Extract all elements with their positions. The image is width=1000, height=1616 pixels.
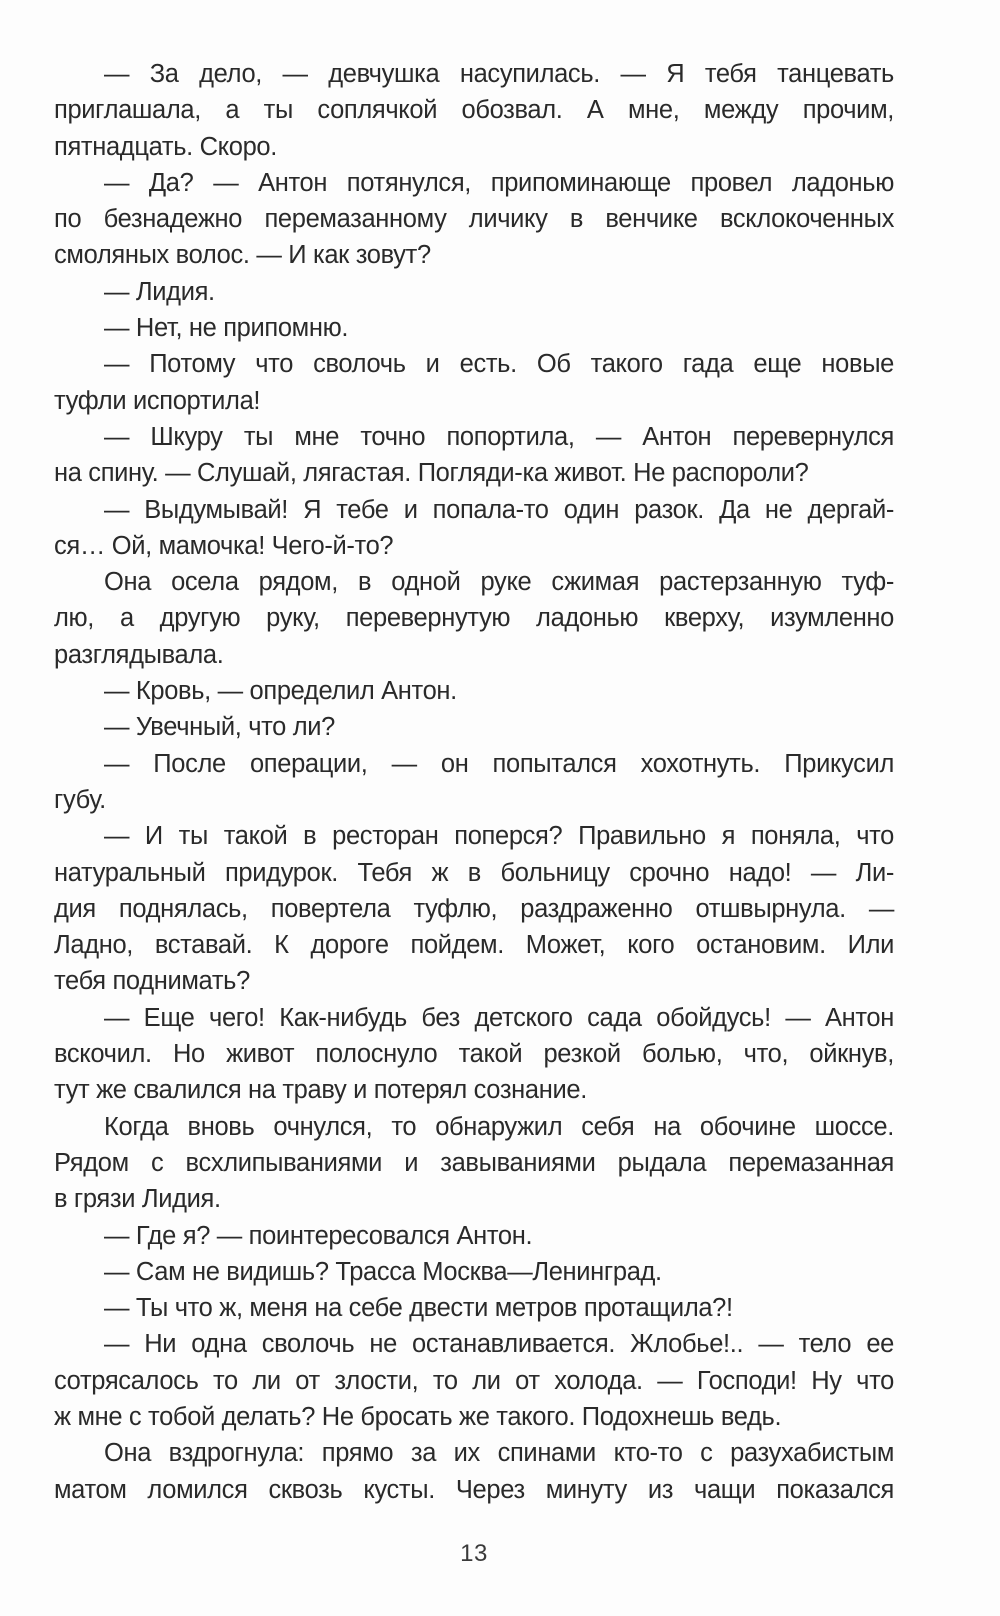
text-line: ся… Ой, мамочка! Чего-й-то?	[54, 531, 394, 560]
text-line: дия поднялась, повертела туфлю, раздраженно отшвырнула. —	[54, 894, 894, 923]
text-line: Рядом с всхлипываниями и завываниями рыдала перемазанная	[54, 1148, 894, 1177]
text-line: — Где я? — поинтересовался Антон.	[104, 1221, 533, 1250]
text-line: по безнадежно перемазанному личику в венчике всклокоченных	[54, 205, 894, 234]
text-line: туфли испортила!	[54, 386, 261, 415]
text-line: Она вздрогнула: прямо за их спинами кто-то с разухабистым	[104, 1439, 894, 1468]
page-number: 13	[460, 1539, 488, 1567]
text-line: — Нет, не припомню.	[104, 314, 349, 343]
text-line: — Выдумывай! Я тебе и попала-то один разок. Да не дергай-	[104, 495, 894, 524]
text-line: лю, а другую руку, перевернутую ладонью кверху, изумленно	[54, 604, 894, 633]
text-line: тут же свалился на траву и потерял сознание.	[54, 1076, 587, 1105]
text-line: — Лидия.	[104, 277, 215, 306]
text-line: матом ломился сквозь кусты. Через минуту из чащи показался	[54, 1475, 894, 1504]
page-text	[54, 56, 894, 1570]
text-line: ж мне с тобой делать? Не бросать же такого. Подохнешь ведь.	[54, 1402, 782, 1431]
text-line: — После операции, — он попытался хохотнуть. Прикусил	[104, 749, 894, 778]
text-line: Ладно, вставай. К дороге пойдем. Может, кого остановим. Или	[54, 931, 894, 960]
text-line: — Кровь, — определил Антон.	[104, 677, 457, 706]
text-line: — За дело, — девчушка насупилась. — Я тебя танцевать	[104, 60, 894, 88]
text-line: — Да? — Антон потянулся, припоминающе провел ладонью	[104, 168, 894, 197]
text-line: — Шкуру ты мне точно попортила, — Антон перевернулся	[104, 422, 894, 451]
text-line: — Ты что ж, меня на себе двести метров протащила?!	[104, 1294, 733, 1323]
text-line: сотрясалось то ли от злости, то ли от холода. — Господи! Ну что	[54, 1366, 894, 1395]
text-line: разглядывала.	[54, 640, 224, 669]
text-line: губу.	[54, 785, 106, 814]
text-line: на спину. — Слушай, лягастая. Погляди-ка живот. Не распороли?	[54, 459, 809, 488]
text-line: пятнадцать. Скоро.	[54, 132, 277, 161]
text-line: — Ни одна сволочь не останавливается. Жлобье!.. — тело ее	[104, 1330, 894, 1359]
text-line: тебя поднимать?	[54, 967, 250, 996]
text-line: натуральный придурок. Тебя ж в больницу срочно надо! — Ли-	[54, 858, 894, 887]
text-line: вскочил. Но живот полоснуло такой резкой болью, что, ойкнув,	[54, 1040, 894, 1069]
text-line: — Еще чего! Как-нибудь без детского сада обойдусь! — Антон	[104, 1003, 894, 1032]
text-line: приглашала, а ты соплячкой обозвал. А мне, между прочим,	[54, 96, 894, 125]
text-line: Она осела рядом, в одной руке сжимая растерзанную туф-	[104, 568, 894, 597]
text-line: — Потому что сволочь и есть. Об такого гада еще новые	[104, 350, 894, 379]
text-line: — И ты такой в ресторан поперся? Правильно я поняла, что	[104, 822, 894, 851]
text-line: — Сам не видишь? Трасса Москва—Ленинград.	[104, 1257, 662, 1286]
text-line: смоляных волос. — И как зовут?	[54, 241, 431, 270]
text-line: — Увечный, что ли?	[104, 713, 336, 742]
text-line: Когда вновь очнулся, то обнаружил себя на обочине шоссе.	[104, 1112, 894, 1141]
text-line: в грязи Лидия.	[54, 1185, 221, 1214]
